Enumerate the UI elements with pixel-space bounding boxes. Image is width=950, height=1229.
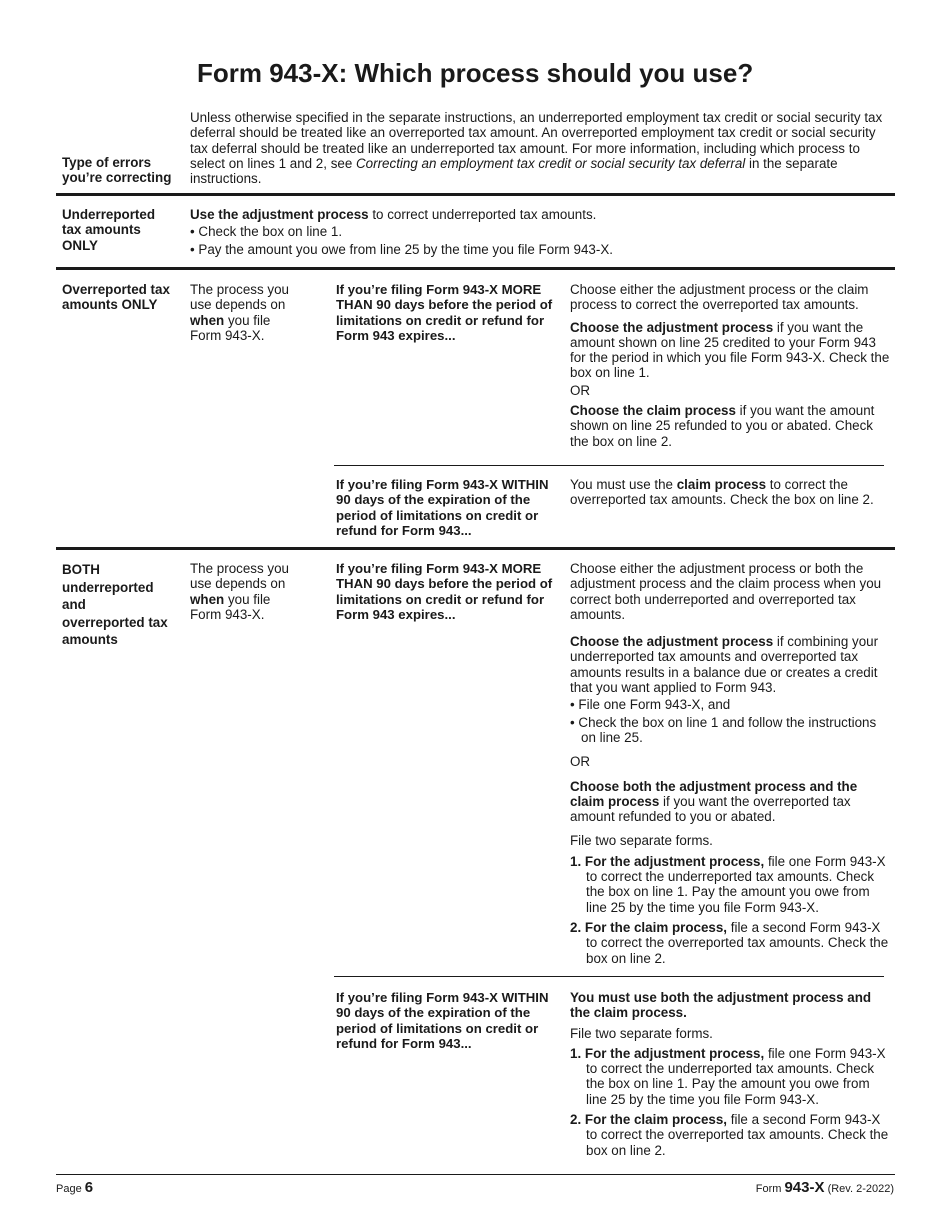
underreported-label: Underreported tax amounts ONLY — [62, 207, 156, 253]
overreported-within-instructions: You must use the claim process to correct the overreported tax amounts. Check the box on line 2. — [570, 477, 874, 508]
footer-page: Page 6 — [56, 1179, 94, 1196]
divider — [56, 547, 895, 550]
overreported-more-than-condition: If you’re filing Form 943-X MORE THAN 90 days before the period of limitations on credit or refund for Form 943 expires... — [336, 282, 553, 343]
both-more-than-condition: If you’re filing Form 943-X MORE THAN 90 days before the period of limitations on credit or refund for Form 943 expires... — [336, 561, 553, 622]
overreported-label: Overreported tax amounts ONLY — [62, 282, 170, 313]
page-title: Form 943-X: Which process should you use? — [197, 58, 754, 88]
both-within-condition: If you’re filing Form 943-X WITHIN 90 days of the expiration of the period of limitations on credit or refund for Form 943... — [336, 990, 549, 1051]
both-label: BOTH underreported and overreported tax amounts — [62, 562, 168, 648]
footer-form-id: Form 943-X (Rev. 2-2022) — [755, 1179, 894, 1196]
overreported-more-than-instructions: Choose either the adjustment process or the claim process to correct the overreported tax amounts. Choose the adjustment process if you want the amount shown on line 25 credited to your Form 943 for the period in which you file Form 943-X. Check the box on line 1. OR Choose the claim process if you want the amount shown on line 25 refunded to you or abated. Check the box on line 2. — [570, 282, 890, 449]
divider — [56, 267, 895, 270]
both-depends: The process you use depends on when you file Form 943-X. — [190, 561, 289, 622]
footer-divider — [56, 1174, 895, 1175]
both-within-instructions: You must use both the adjustment process and the claim process. File two separate forms. 1. For the adjustment process, file one Form 943-X to correct the underreported tax amounts. Check the box on line 1. Pay the amount you owe from line 25 by the time you file Form 943-X. 2. For the claim process, file a second Form 943-X to correct the overreported tax amounts. Check the box on line 2. — [570, 990, 889, 1158]
type-of-errors-label: Type of errors you’re correcting — [62, 155, 172, 186]
overreported-depends: The process you use depends on when you file Form 943-X. — [190, 282, 289, 343]
underreported-instructions: Use the adjustment process to correct underreported tax amounts. • Check the box on line 1. • Pay the amount you owe from line 25 by the time you file Form 943-X. — [190, 207, 613, 257]
divider — [56, 193, 895, 196]
overreported-within-condition: If you’re filing Form 943-X WITHIN 90 days of the expiration of the period of limitations on credit or refund for Form 943... — [336, 477, 549, 538]
divider — [334, 465, 884, 466]
intro-paragraph: Unless otherwise specified in the separate instructions, an underreported employment tax credit or social security tax deferral should be treated like an overreported tax amount. An overreported employment tax credit or social security tax deferral should be treated like an underreported tax amount. For more information, including which process to select on lines 1 and 2, see Correcting an employment tax credit or social security tax deferral in the separate instructions. — [190, 110, 883, 187]
page-number: 6 — [84, 1179, 94, 1196]
both-more-than-instructions: Choose either the adjustment process or both the adjustment process and the claim process when you correct both underreported and overreported tax amounts. Choose the adjustment process if combining your underreported tax amounts and overreported tax amounts results in a balance due or creates a credit that you want applied to Form 943. • File one Form 943-X, and • Check the box on line 1 and follow the instructions on line 25. OR Choose both the adjustment process and the claim process if you want the overreported tax amount refunded to you or abated. File two separate forms. 1. For the adjustment process, file one Form 943-X to correct the underreported tax amounts. Check the box on line 1. Pay the amount you owe from line 25 by the time you file Form 943-X. 2. For the claim process, file a second Form 943-X to correct the overreported tax amounts. Check the box on line 2. — [570, 561, 889, 966]
divider — [334, 976, 884, 977]
form-number: 943-X — [784, 1179, 825, 1196]
